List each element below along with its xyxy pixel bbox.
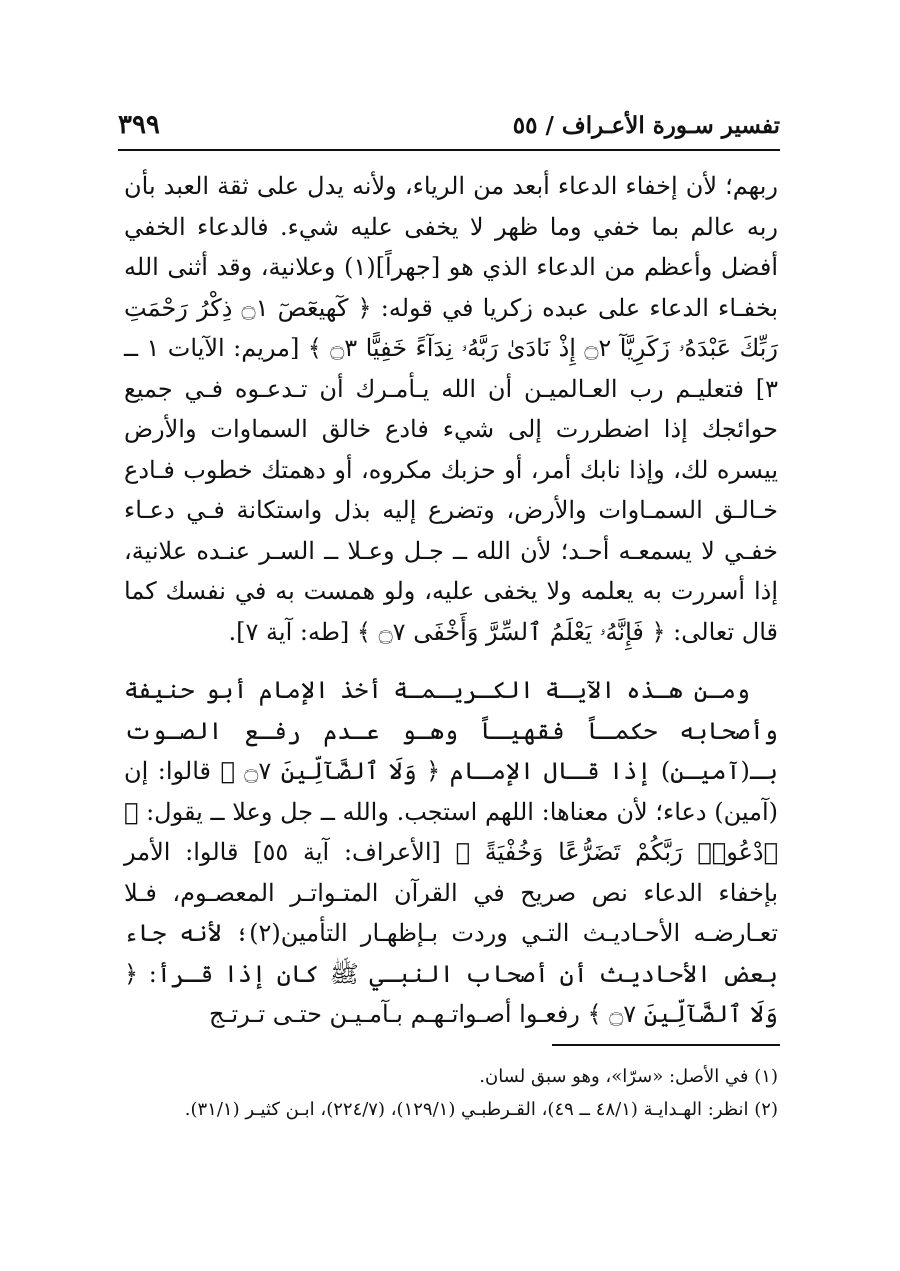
- running-title: تفسير سـورة الأعـراف / ٥٥: [512, 112, 780, 139]
- page-header: [118, 108, 780, 148]
- paragraph-1: ربهم؛ لأن إخفاء الدعاء أبعد من الرياء، ولأنه يدل على ثقة العبد بأن ربه عالم بما خفي وما ظهر لا يخفى عليه شيء. فالدعاء الخفي أفضل وأعظم من الدعاء الذي هو [جهراً](١) وعلانية، وقد أثنى الله بخفـاء الدعاء على عبده زكريا في قوله: ﴿ كٓهيعٓصٓ ۝١ ذِكْرُ رَحْمَتِ رَبِّكَ عَبْدَهُۥ زَكَرِيَّآ ۝٢ إِذْ نَادَىٰ رَبَّهُۥ نِدَآءً خَفِيًّا ۝٣ ﴾ [مريم: الآيات ١ ــ ٣] فتعليـم رب العـالميـن أن الله يـأمـرك أن تـدعـوه فـي جميع حوائجك إذا اضطررت إلى شيء فادع خالق السماوات والأرض ييسره لك، وإذا نابك أمر، أو حزبك مكروه، أو دهمتك خطوب فـادع خـالـق السمـاوات والأرض، وتضرع إليه بذل واستكانة فـي دعـاء خفـي لا يسمعـه أحـد؛ لأن الله ــ جـل وعـلا ــ السـر عنـده علانية، إذا أسررت به يعلمه ولا يخفى عليه، ولو همست به في نفسك كما قال تعالى: ﴿ فَإِنَّهُۥ يَعْلَمُ ٱلسِّرَّ وَأَخْفَى ۝٧ ﴾ [طه: آية ٧].: [124, 172, 779, 646]
- footnotes: [124, 1060, 778, 1126]
- paragraph-2: ومـن هـذه الآيـة الكـريـمـة أخذ الإمام أبو حنيفة وأصحابه حكمـاً فقهيـاً وهـو عـدم رفـع الصـوت بـ(آميـن) إذا قـال الإمـام ﴿ وَلَا ٱلضَّآلِّينَ ۝٧ ﴾ قالوا: إن (آمين) دعاء؛ لأن معناها: اللهم استجب. والله ــ جل وعلا ــ يقول: ﴿ ٱدْعُوا۟ رَبَّكُمْ تَضَرُّعًا وَخُفْيَةً ﴾ [الأعراف: آية ٥٥] قالوا: الأمر بإخفاء الدعاء نص صريح في القرآن المتـواتـر المعصـوم، فـلا تعـارضـه الأحـاديـث التـي وردت بـإظهـار التأمين(٢)؛ لأنه جاء بعض الأحاديث أن أصحاب النبـي ﷺ كان إذا قـرأ: ﴿ وَلَا ٱلضَّآلِّينَ ۝٧ ﴾ رفعـوا أصـواتـهـم بـآمـيـن حتـى تـرتـج: [124, 676, 779, 1028]
- header-divider: [118, 149, 780, 151]
- page-number: ٣٩٩: [118, 110, 160, 140]
- main-text: [124, 166, 778, 1035]
- footnote-1: (١) في الأصل: «سرّا»، وهو سبق لسان.: [479, 1066, 778, 1087]
- footnote-divider: [552, 1044, 780, 1046]
- footnote-2: (٢) انظر: الهـدايـة (٤٨/١ ــ ٤٩)، القـرطبـي (١٢٩/١)، (٢٢٤/٧)، ابـن كثيـر (٣١/١).: [184, 1099, 778, 1120]
